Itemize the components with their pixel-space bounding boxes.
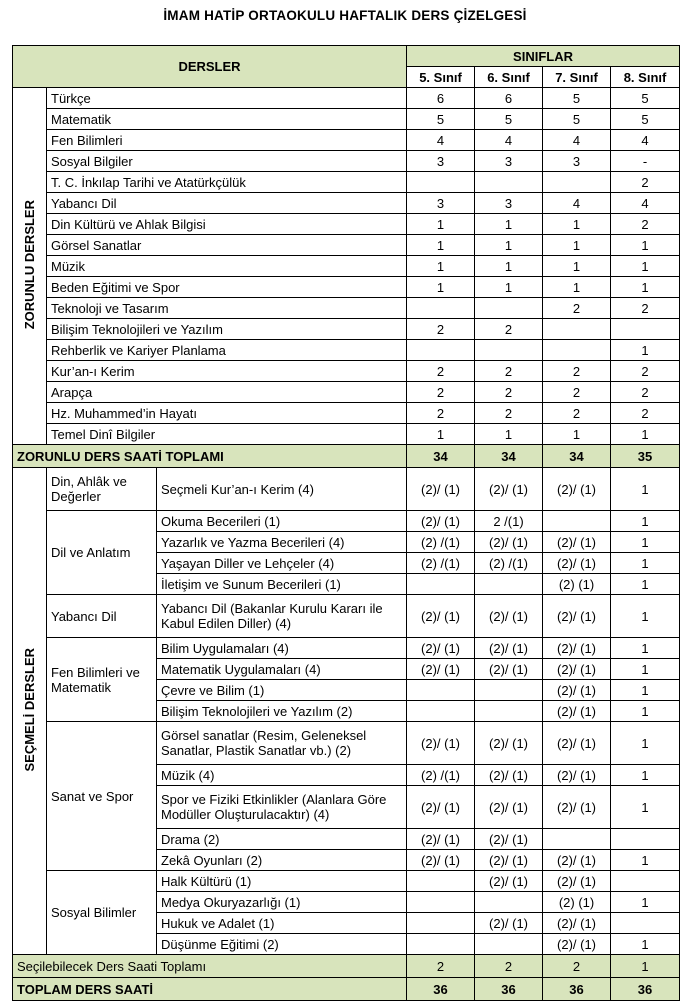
- hours-cell: [407, 574, 475, 595]
- group-name: Fen Bilimleri ve Matematik: [47, 638, 157, 722]
- hours-cell: [475, 574, 543, 595]
- course-name: Yaşayan Diller ve Lehçeler (4): [157, 553, 407, 574]
- course-name: Seçmeli Kur’an-ı Kerim (4): [157, 468, 407, 511]
- course-name: Çevre ve Bilim (1): [157, 680, 407, 701]
- hours-cell: (2)/ (1): [475, 765, 543, 786]
- hours-cell: (2)/ (1): [475, 532, 543, 553]
- hours-cell: (2)/ (1): [543, 913, 611, 934]
- table-row: [13, 235, 680, 256]
- hours-cell: [407, 680, 475, 701]
- hours-cell: (2)/ (1): [475, 913, 543, 934]
- hours-cell: (2)/ (1): [543, 532, 611, 553]
- hours-cell: 1: [611, 553, 680, 574]
- zorunlu-label-text: ZORUNLU DERSLER: [22, 199, 37, 330]
- hours-cell: 2: [475, 403, 543, 424]
- hours-cell: 1: [543, 256, 611, 277]
- hours-cell: 1: [475, 277, 543, 298]
- group-name: Din, Ahlâk ve Değerler: [47, 468, 157, 511]
- hours-cell: 1: [611, 468, 680, 511]
- course-name: Müzik: [47, 256, 407, 277]
- hours-cell: 1: [611, 235, 680, 256]
- course-name: Bilişim Teknolojileri ve Yazılım: [47, 319, 407, 340]
- hours-cell: [475, 172, 543, 193]
- hours-cell: [543, 340, 611, 361]
- hours-cell: 5: [407, 109, 475, 130]
- hours-cell: 2: [611, 361, 680, 382]
- hours-cell: 6: [407, 88, 475, 109]
- hours-cell: 2: [407, 361, 475, 382]
- hours-cell: [611, 829, 680, 850]
- course-name: T. C. İnkılap Tarihi ve Atatürkçülük: [47, 172, 407, 193]
- hours-cell: (2)/ (1): [407, 638, 475, 659]
- hours-cell: (2)/ (1): [407, 511, 475, 532]
- hours-cell: 2: [611, 214, 680, 235]
- hours-cell: (2)/ (1): [475, 722, 543, 765]
- hours-cell: 1: [611, 340, 680, 361]
- hours-cell: [475, 934, 543, 955]
- hours-cell: [407, 701, 475, 722]
- table-row: [13, 871, 680, 892]
- secmeli-total-value: 2: [543, 955, 611, 978]
- hours-cell: [407, 871, 475, 892]
- hours-cell: 1: [611, 595, 680, 638]
- hours-cell: (2)/ (1): [543, 786, 611, 829]
- hours-cell: 1: [611, 680, 680, 701]
- hours-cell: 2: [611, 382, 680, 403]
- hours-cell: (2)/ (1): [543, 701, 611, 722]
- zorunlu-total-value: 35: [611, 445, 680, 468]
- schedule-table: [12, 45, 680, 1001]
- hours-cell: (2)/ (1): [475, 468, 543, 511]
- hours-cell: 5: [543, 88, 611, 109]
- hours-cell: 1: [611, 765, 680, 786]
- hours-cell: 1: [611, 722, 680, 765]
- hours-cell: [475, 701, 543, 722]
- hours-cell: (2)/ (1): [475, 659, 543, 680]
- hours-cell: 2: [543, 298, 611, 319]
- course-name: Arapça: [47, 382, 407, 403]
- zorunlu-total-value: 34: [543, 445, 611, 468]
- hours-cell: [407, 340, 475, 361]
- hours-cell: 1: [611, 892, 680, 913]
- hours-cell: (2)/ (1): [543, 595, 611, 638]
- table-row: [13, 151, 680, 172]
- course-name: Türkçe: [47, 88, 407, 109]
- course-name: İletişim ve Sunum Becerileri (1): [157, 574, 407, 595]
- grand-total-row: [13, 978, 680, 1001]
- hours-cell: [543, 319, 611, 340]
- hours-cell: 2: [407, 319, 475, 340]
- hours-cell: 6: [475, 88, 543, 109]
- hours-cell: [407, 913, 475, 934]
- hours-cell: (2)/ (1): [475, 871, 543, 892]
- hours-cell: 1: [611, 277, 680, 298]
- hours-cell: [543, 511, 611, 532]
- hours-cell: (2)/ (1): [543, 765, 611, 786]
- hours-cell: (2)/ (1): [543, 722, 611, 765]
- table-row: [13, 130, 680, 151]
- table-row: [13, 172, 680, 193]
- hours-cell: 2: [407, 382, 475, 403]
- secmeli-section-label: [13, 468, 47, 955]
- course-name: Görsel Sanatlar: [47, 235, 407, 256]
- course-name: Teknoloji ve Tasarım: [47, 298, 407, 319]
- secmeli-total-value: 2: [475, 955, 543, 978]
- hours-cell: (2) /(1): [407, 553, 475, 574]
- zorunlu-section-label: [13, 88, 47, 445]
- hours-cell: (2)/ (1): [543, 468, 611, 511]
- hours-cell: 1: [611, 701, 680, 722]
- hours-cell: 5: [611, 88, 680, 109]
- group-name: Sosyal Bilimler: [47, 871, 157, 955]
- grand-total-value: 36: [475, 978, 543, 1001]
- hours-cell: (2)/ (1): [543, 659, 611, 680]
- hours-cell: (2)/ (1): [407, 595, 475, 638]
- course-name: Müzik (4): [157, 765, 407, 786]
- group-name: Yabancı Dil: [47, 595, 157, 638]
- hours-cell: (2)/ (1): [475, 829, 543, 850]
- hours-cell: 1: [611, 532, 680, 553]
- hours-cell: (2)/ (1): [407, 850, 475, 871]
- hours-cell: [407, 934, 475, 955]
- header-grade-6: 6. Sınıf: [475, 67, 543, 88]
- course-name: Beden Eğitimi ve Spor: [47, 277, 407, 298]
- hours-cell: [407, 892, 475, 913]
- course-name: Matematik Uygulamaları (4): [157, 659, 407, 680]
- hours-cell: (2)/ (1): [407, 722, 475, 765]
- secmeli-label-text: SEÇMELİ DERSLER: [22, 647, 37, 772]
- header-dersler: DERSLER: [13, 46, 407, 88]
- table-row: [13, 638, 680, 659]
- hours-cell: 3: [407, 151, 475, 172]
- course-name: Bilim Uygulamaları (4): [157, 638, 407, 659]
- hours-cell: 4: [407, 130, 475, 151]
- hours-cell: 1: [475, 214, 543, 235]
- header-siniflar: SINIFLAR: [407, 46, 680, 67]
- course-name: Rehberlik ve Kariyer Planlama: [47, 340, 407, 361]
- hours-cell: 2: [611, 172, 680, 193]
- hours-cell: 2: [543, 403, 611, 424]
- table-row: [13, 298, 680, 319]
- hours-cell: [611, 913, 680, 934]
- course-name: Yabancı Dil (Bakanlar Kurulu Kararı ile Kabul Edilen Diller) (4): [157, 595, 407, 638]
- hours-cell: 2: [611, 403, 680, 424]
- hours-cell: (2) (1): [543, 892, 611, 913]
- course-name: Görsel sanatlar (Resim, Geleneksel Sanatlar, Plastik Sanatlar vb.) (2): [157, 722, 407, 765]
- hours-cell: 1: [407, 424, 475, 445]
- hours-cell: 1: [407, 256, 475, 277]
- table-row: [13, 109, 680, 130]
- course-name: Matematik: [47, 109, 407, 130]
- hours-cell: [543, 172, 611, 193]
- hours-cell: [407, 172, 475, 193]
- hours-cell: (2)/ (1): [475, 595, 543, 638]
- grand-total-value: 36: [611, 978, 680, 1001]
- table-row: [13, 277, 680, 298]
- group-name: Sanat ve Spor: [47, 722, 157, 871]
- hours-cell: 1: [475, 256, 543, 277]
- hours-cell: (2)/ (1): [543, 680, 611, 701]
- hours-cell: [475, 340, 543, 361]
- hours-cell: 5: [543, 109, 611, 130]
- hours-cell: 5: [475, 109, 543, 130]
- hours-cell: 1: [611, 511, 680, 532]
- hours-cell: (2)/ (1): [543, 850, 611, 871]
- table-row: [13, 722, 680, 765]
- course-name: Düşünme Eğitimi (2): [157, 934, 407, 955]
- hours-cell: 4: [611, 130, 680, 151]
- course-name: Drama (2): [157, 829, 407, 850]
- hours-cell: (2) /(1): [475, 553, 543, 574]
- table-row: [13, 340, 680, 361]
- hours-cell: 3: [543, 151, 611, 172]
- page-title: İMAM HATİP ORTAOKULU HAFTALIK DERS ÇİZELGESİ: [163, 8, 527, 23]
- hours-cell: 2: [407, 403, 475, 424]
- table-row: [13, 214, 680, 235]
- hours-cell: 1: [611, 574, 680, 595]
- hours-cell: 1: [611, 256, 680, 277]
- hours-cell: 1: [611, 659, 680, 680]
- course-name: Medya Okuryazarlığı (1): [157, 892, 407, 913]
- hours-cell: [475, 892, 543, 913]
- course-name: Hukuk ve Adalet (1): [157, 913, 407, 934]
- zorunlu-total-label: ZORUNLU DERS SAATİ TOPLAMI: [13, 445, 407, 468]
- hours-cell: [407, 298, 475, 319]
- hours-cell: 1: [543, 214, 611, 235]
- secmeli-total-value: 2: [407, 955, 475, 978]
- table-row: [13, 424, 680, 445]
- course-name: Spor ve Fiziki Etkinlikler (Alanlara Göre Modüller Oluşturulacaktır) (4): [157, 786, 407, 829]
- hours-cell: 1: [611, 424, 680, 445]
- hours-cell: (2)/ (1): [407, 468, 475, 511]
- hours-cell: (2)/ (1): [407, 786, 475, 829]
- table-row: [13, 319, 680, 340]
- hours-cell: (2)/ (1): [543, 553, 611, 574]
- hours-cell: [543, 829, 611, 850]
- hours-cell: 3: [407, 193, 475, 214]
- hours-cell: 3: [475, 151, 543, 172]
- hours-cell: 1: [543, 424, 611, 445]
- zorunlu-total-value: 34: [475, 445, 543, 468]
- course-name: Yabancı Dil: [47, 193, 407, 214]
- hours-cell: [611, 871, 680, 892]
- hours-cell: 2: [475, 382, 543, 403]
- group-name: Dil ve Anlatım: [47, 511, 157, 595]
- hours-cell: 1: [611, 638, 680, 659]
- hours-cell: 1: [407, 235, 475, 256]
- hours-cell: (2) /(1): [407, 765, 475, 786]
- hours-cell: 2: [475, 361, 543, 382]
- zorunlu-total-value: 34: [407, 445, 475, 468]
- hours-cell: 2: [543, 361, 611, 382]
- hours-cell: (2)/ (1): [407, 659, 475, 680]
- course-name: Okuma Becerileri (1): [157, 511, 407, 532]
- hours-cell: [611, 319, 680, 340]
- hours-cell: 4: [611, 193, 680, 214]
- hours-cell: [475, 680, 543, 701]
- course-name: Temel Dinî Bilgiler: [47, 424, 407, 445]
- hours-cell: 2: [611, 298, 680, 319]
- secmeli-total-label: Seçilebilecek Ders Saati Toplamı: [13, 955, 407, 978]
- hours-cell: (2)/ (1): [543, 638, 611, 659]
- hours-cell: (2)/ (1): [543, 934, 611, 955]
- hours-cell: (2)/ (1): [475, 786, 543, 829]
- hours-cell: 1: [543, 277, 611, 298]
- hours-cell: 5: [611, 109, 680, 130]
- secmeli-total-row: [13, 955, 680, 978]
- table-row: [13, 361, 680, 382]
- course-name: Zekâ Oyunları (2): [157, 850, 407, 871]
- hours-cell: -: [611, 151, 680, 172]
- hours-cell: (2) (1): [543, 574, 611, 595]
- hours-cell: 1: [475, 235, 543, 256]
- grand-total-value: 36: [407, 978, 475, 1001]
- table-row: [13, 193, 680, 214]
- hours-cell: 4: [543, 130, 611, 151]
- hours-cell: 1: [611, 934, 680, 955]
- hours-cell: 1: [407, 214, 475, 235]
- hours-cell: (2)/ (1): [475, 638, 543, 659]
- header-grade-5: 5. Sınıf: [407, 67, 475, 88]
- zorunlu-total-row: [13, 445, 680, 468]
- table-row: [13, 468, 680, 511]
- hours-cell: 3: [475, 193, 543, 214]
- hours-cell: 1: [543, 235, 611, 256]
- secmeli-total-value: 1: [611, 955, 680, 978]
- hours-cell: 2: [543, 382, 611, 403]
- hours-cell: 2 /(1): [475, 511, 543, 532]
- hours-cell: (2)/ (1): [543, 871, 611, 892]
- hours-cell: (2)/ (1): [407, 829, 475, 850]
- course-name: Yazarlık ve Yazma Becerileri (4): [157, 532, 407, 553]
- header-grade-7: 7. Sınıf: [543, 67, 611, 88]
- table-row: [13, 382, 680, 403]
- table-row: [13, 403, 680, 424]
- hours-cell: [475, 298, 543, 319]
- hours-cell: (2) /(1): [407, 532, 475, 553]
- hours-cell: (2)/ (1): [475, 850, 543, 871]
- table-row: [13, 88, 680, 109]
- hours-cell: 1: [611, 850, 680, 871]
- table-row: [13, 256, 680, 277]
- course-name: Halk Kültürü (1): [157, 871, 407, 892]
- course-name: Hz. Muhammed’in Hayatı: [47, 403, 407, 424]
- grand-total-label: TOPLAM DERS SAATİ: [13, 978, 407, 1001]
- header-grade-8: 8. Sınıf: [611, 67, 680, 88]
- hours-cell: 1: [611, 786, 680, 829]
- course-name: Bilişim Teknolojileri ve Yazılım (2): [157, 701, 407, 722]
- hours-cell: 1: [475, 424, 543, 445]
- table-row: [13, 595, 680, 638]
- course-name: Fen Bilimleri: [47, 130, 407, 151]
- hours-cell: 4: [543, 193, 611, 214]
- hours-cell: 4: [475, 130, 543, 151]
- hours-cell: 2: [475, 319, 543, 340]
- course-name: Kur’an-ı Kerim: [47, 361, 407, 382]
- course-name: Din Kültürü ve Ahlak Bilgisi: [47, 214, 407, 235]
- table-row: [13, 511, 680, 532]
- course-name: Sosyal Bilgiler: [47, 151, 407, 172]
- grand-total-value: 36: [543, 978, 611, 1001]
- hours-cell: 1: [407, 277, 475, 298]
